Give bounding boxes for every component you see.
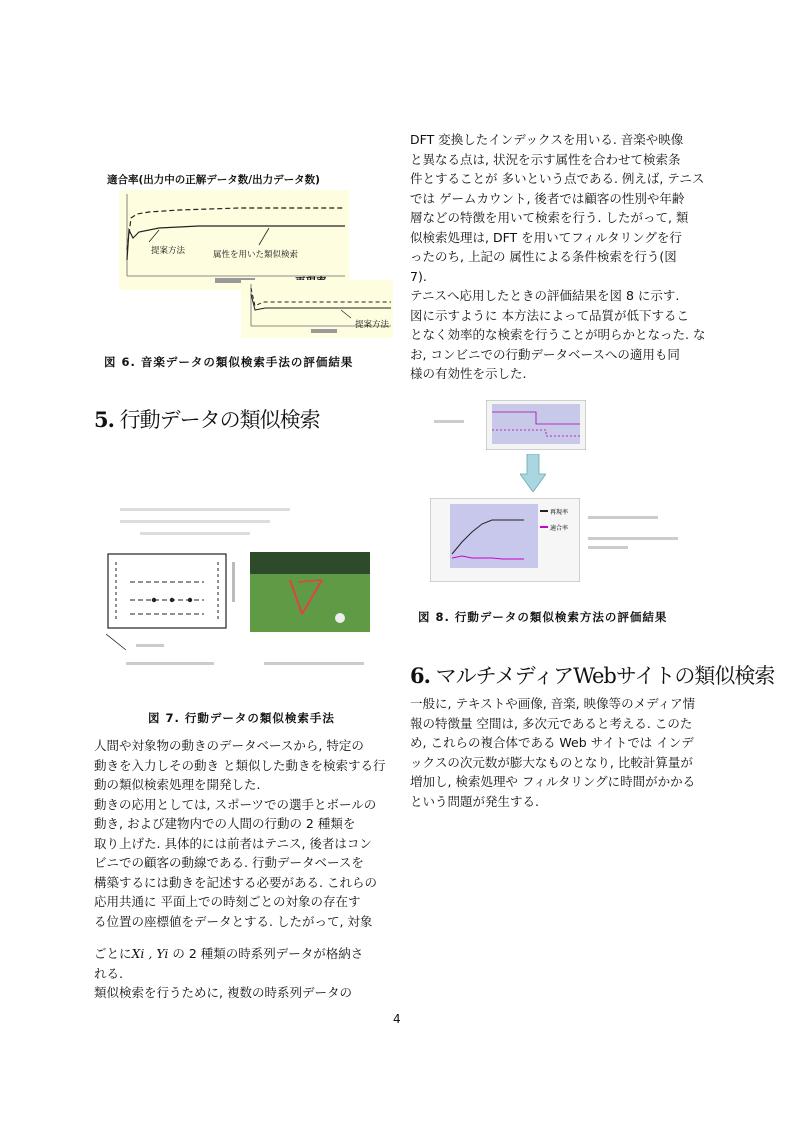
text-line: れる. — [94, 965, 123, 981]
math-xi-yi: Xi , Yi — [131, 946, 169, 961]
fig8-legend-precision: 適合率 — [550, 525, 569, 532]
text-line: DFT 変換したインデックスを用いる. 音楽や映像 — [410, 132, 684, 147]
section-5-title: 行動データの類似検索 — [119, 408, 320, 432]
section-6-body — [410, 694, 715, 811]
tail-prefix: ごとに — [94, 946, 132, 961]
left-column-body — [94, 736, 394, 931]
text-line: め, これらの複合体である Web サイトでは インデ — [410, 735, 694, 750]
text-line: となく効率的な検索を行うことが明らかとなった. な — [410, 327, 706, 342]
fig6-label-attribute: 属性を用いた類似検索 — [213, 250, 299, 260]
text-line: 増加し, 検索処理や フィルタリングに時間がかかる — [410, 774, 696, 789]
text-line-with-math — [94, 944, 394, 964]
fig6-caption: 図 6. 音楽データの類似検索手法の評価結果 — [104, 355, 354, 369]
text-line: 構築するには動きを記述する必要がある. これらの — [94, 874, 377, 890]
text-line: 動き, および建物内での人間の行動の 2 種類を — [94, 816, 356, 831]
fig7-caption: 図 7. 行動データの類似検索手法 — [148, 711, 335, 725]
text-line: 似検索処理は, DFT を用いてフィルタリングを行 — [410, 229, 682, 245]
text-line: 応用共通に 平面上での時刻ごとの対象の存在す — [94, 894, 361, 909]
text-line: 取り上げた. 具体的には前者はテニス, 後者はコン — [94, 835, 372, 851]
text-line: 動きの応用としては, スポーツでの選手とボールの — [94, 796, 377, 812]
text-line: 件とすることが 多いという点である. 例えば, テニス — [410, 171, 705, 186]
fig8-faint-notes — [588, 516, 688, 549]
text-line: テニスへ応用したときの評価結果を図 8 に示す. — [410, 288, 680, 303]
section-6-title: マルチメディアWebサイトの類似検索 — [435, 664, 775, 688]
fig6-label-proposed: 提案方法 — [151, 246, 186, 256]
text-line: では ゲームカウント, 後者では顧客の性別や年齢 — [410, 190, 685, 206]
text-line: 類似検索を行うために, 複数の時系列データの — [94, 985, 352, 1000]
text-line: 報の特徴量 空間は, 多次元であると考える. このた — [410, 715, 693, 731]
right-column-top-text — [410, 130, 715, 384]
fig8-caption: 図 8. 行動データの類似検索方法の評価結果 — [418, 610, 668, 624]
fig6-label-proposed2: 提案方法 — [355, 320, 390, 330]
section-6-number: 6. — [410, 663, 430, 688]
text-line: ックスの次元数が膨大なものとなり, 比較計算量が — [410, 754, 693, 770]
text-line: 様の有効性を示した. — [410, 366, 527, 381]
text-line: ビニでの顧客の動線である. 行動データベースを — [94, 855, 364, 870]
section-5-number: 5. — [94, 407, 114, 432]
text-line: 動きを入力しその動き と類似した動きを検索する行 — [94, 757, 386, 773]
fig7-faint-notes — [120, 504, 300, 535]
fig8-query-chart — [486, 400, 586, 450]
text-line: 人間や対象物の動きのデータベースから, 特定の — [94, 738, 364, 753]
fig8-result-chart — [430, 498, 580, 582]
fig6-title: 適合率(出力中の正解データ数/出力データ数) — [107, 174, 320, 186]
text-line: と異なる点は, 状況を示す属性を合わせて検索条 — [410, 151, 681, 167]
text-line: る位置の座標値をデータとする. したがって, 対象 — [94, 913, 373, 929]
text-line: という問題が発生する. — [410, 793, 539, 809]
fig7-pointer-lines — [106, 632, 376, 672]
tail-suffix: の 2 種類の時系列データが格納さ — [168, 946, 364, 961]
figure-7 — [106, 500, 376, 675]
page-number: 4 — [393, 1012, 401, 1026]
left-column-tail — [94, 944, 394, 1003]
fig7-store-floorplan — [106, 552, 238, 632]
text-line: お, コンビニでの行動データベースへの適用も同 — [410, 346, 680, 362]
text-line: 動の類似検索処理を開発した. — [94, 777, 261, 792]
fig8-down-arrow — [520, 454, 546, 492]
text-line: 図に示すように 本方法によって品質が低下するこ — [410, 307, 689, 323]
text-line: 一般に, テキストや画像, 音楽, 映像等のメディア情 — [410, 696, 696, 711]
text-line: ったのち, 上記の 属性による条件検索を行う(図 — [410, 249, 677, 264]
section-5-heading — [94, 404, 320, 434]
fig7-tennis-photo — [250, 552, 370, 632]
fig8-faint-label-top — [434, 420, 464, 423]
figure-6 — [103, 168, 393, 338]
text-line: 7). — [410, 268, 427, 284]
fig8-legend-recall: 再現率 — [550, 509, 569, 516]
text-line: 層などの特徴を用いて検索を行う. したがって, 類 — [410, 210, 689, 225]
figure-8 — [428, 398, 700, 584]
section-6-heading — [410, 660, 774, 690]
